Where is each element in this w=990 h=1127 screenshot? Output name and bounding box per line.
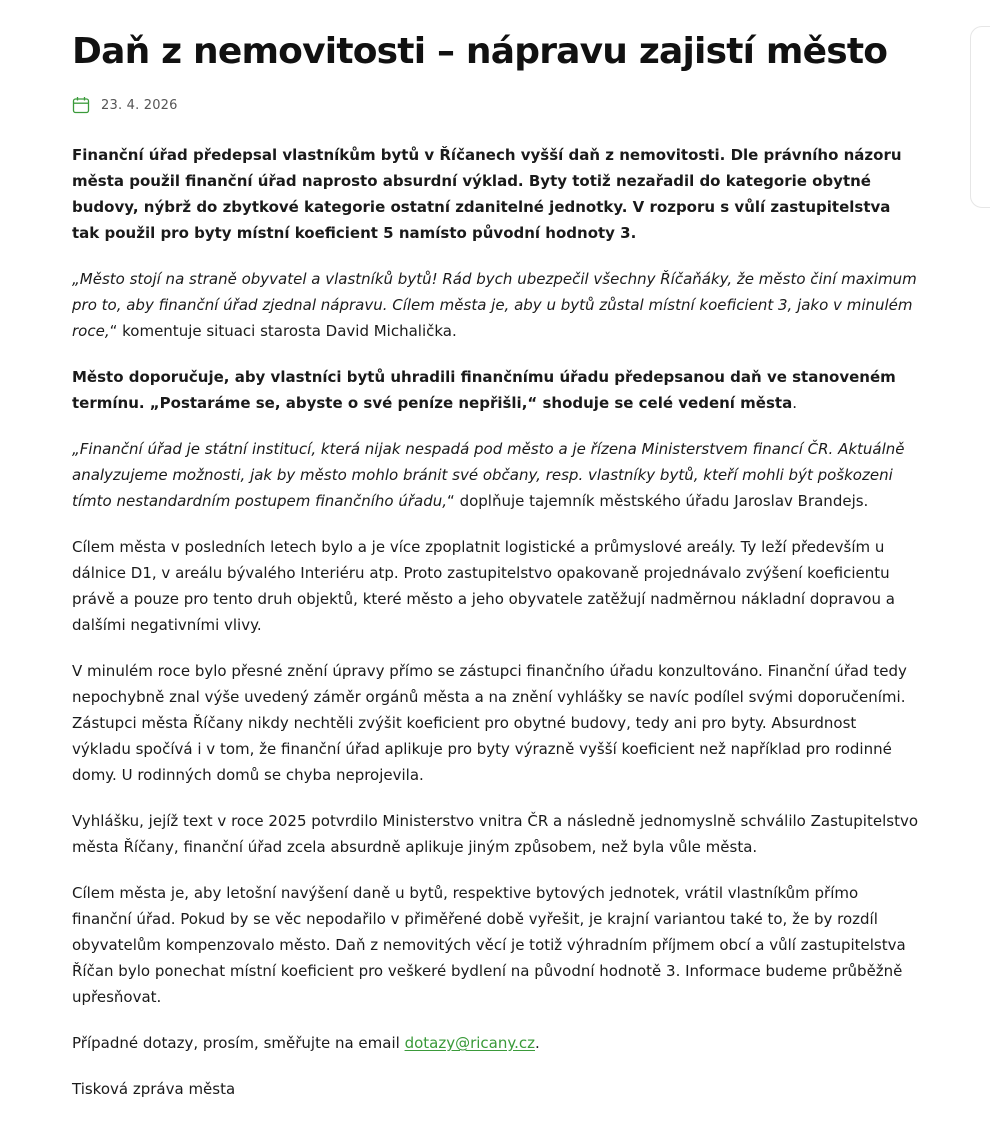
recommendation-paragraph [72, 364, 918, 416]
signature: Tisková zpráva města [72, 1080, 236, 1098]
side-panel-edge [970, 26, 990, 208]
decree-paragraph: Vyhlášku, jejíž text v roce 2025 potvrdilo Ministerstvo vnitra ČR a následně jednomyslně schválilo Zastupitelstvo města Říčany, finanční úřad zcela absurdně aplikuje jiným způsobem, než byla vůle města. [72, 812, 918, 856]
contact-paragraph [72, 1030, 918, 1056]
goal-paragraph: Cílem města v posledních letech bylo a je více zpoplatnit logistické a průmyslové areály. Ty leží především u dálnice D1, v areálu bývalého Interiéru atp. Proto zastupitelstvo opakovaně projednávalo zvýšení koeficientu právě a pouze pro tento druh objektů, které město a jeho obyvatele zatěžují nadměrnou nákladní dopravou a dalšími negativními vlivy. [72, 538, 895, 634]
mayor-attribution: “ komentuje situaci starosta David Michalička. [109, 322, 457, 340]
last-year-paragraph: V minulém roce bylo přesné znění úpravy přímo se zástupci finančního úřadu konzultováno. Finanční úřad tedy nepochybně znal výše uvedený záměr orgánů města a na znění vyhlášky se navíc podílel svými doporučeními. Zástupci města Říčany nikdy nechtěli zvýšit koeficient pro obytné budovy, tedy ani pro byty. Absurdnost výkladu spočívá i v tom, že finanční úřad aplikuje pro byty výrazně vyšší koeficient než například pro rodinné domy. U rodinných domů se chyba neprojevila. [72, 662, 907, 784]
aim-paragraph: Cílem města je, aby letošní navýšení daně u bytů, respektive bytových jednotek, vrátil vlastníkům přímo finanční úřad. Pokud by se věc nepodařilo v přiměřené době vyřešit, je krajní variantou také to, že by rozdíl obyvatelům kompenzovalo město. Daň z nemovitých věcí je totiž výhradním příjmem obcí a vůlí zastupitelstva Říčan bylo ponechat místní koeficient pro veškeré bydlení na původní hodnotě 3. Informace budeme průběžně upřesňovat. [72, 884, 906, 1006]
recommendation-text: Město doporučuje, aby vlastníci bytů uhradili finančnímu úřadu předepsanou daň ve stanoveném termínu. „Postaráme se, abyste o své peníze nepřišli,“ shoduje se celé vedení města [72, 368, 896, 412]
secretary-attribution: “ doplňuje tajemník městského úřadu Jaroslav Brandejs. [447, 492, 869, 510]
contact-suffix: . [535, 1034, 540, 1052]
contact-prefix: Případné dotazy, prosím, směřujte na email [72, 1034, 405, 1052]
calendar-icon [72, 96, 90, 114]
publish-date: 23. 4. 2026 [101, 97, 178, 113]
article [72, 0, 918, 1102]
secretary-quote-paragraph [72, 436, 918, 514]
mayor-quote-paragraph [72, 266, 918, 344]
lead-paragraph: Finanční úřad předepsal vlastníkům bytů v Říčanech vyšší daň z nemovitosti. Dle právního názoru města použil finanční úřad naprosto absurdní výklad. Byty totiž nezařadil do kategorie obytné budovy, nýbrž do zbytkové kategorie ostatní zdanitelné jednotky. V rozporu s vůlí zastupitelstva tak použil pro byty místní koeficient 5 namísto původní hodnoty 3. [72, 146, 902, 242]
email-link[interactable]: dotazy@ricany.cz [404, 1034, 535, 1052]
mayor-quote: „Město stojí na straně obyvatel a vlastníků bytů! Rád bych ubezpečil všechny Říčaňáky, že město činí maximum pro to, aby finanční úřad zjednal nápravu. Cílem města je, aby u bytů zůstal místní koeficient 3, jako v minulém roce, [72, 270, 917, 340]
article-meta [72, 94, 918, 116]
article-title: Daň z nemovitosti – nápravu zajistí město [72, 31, 888, 72]
secretary-quote: „Finanční úřad je státní institucí, která nijak nespadá pod město a je řízena Ministerstvem financí ČR. Aktuálně analyzujeme možnosti, jak by město mohlo bránit své občany, resp. vlastníky bytů, kteří mohli být poškozeni tímto nestandardním postupem finančního úřadu, [72, 440, 905, 510]
recommendation-end: . [792, 394, 797, 412]
